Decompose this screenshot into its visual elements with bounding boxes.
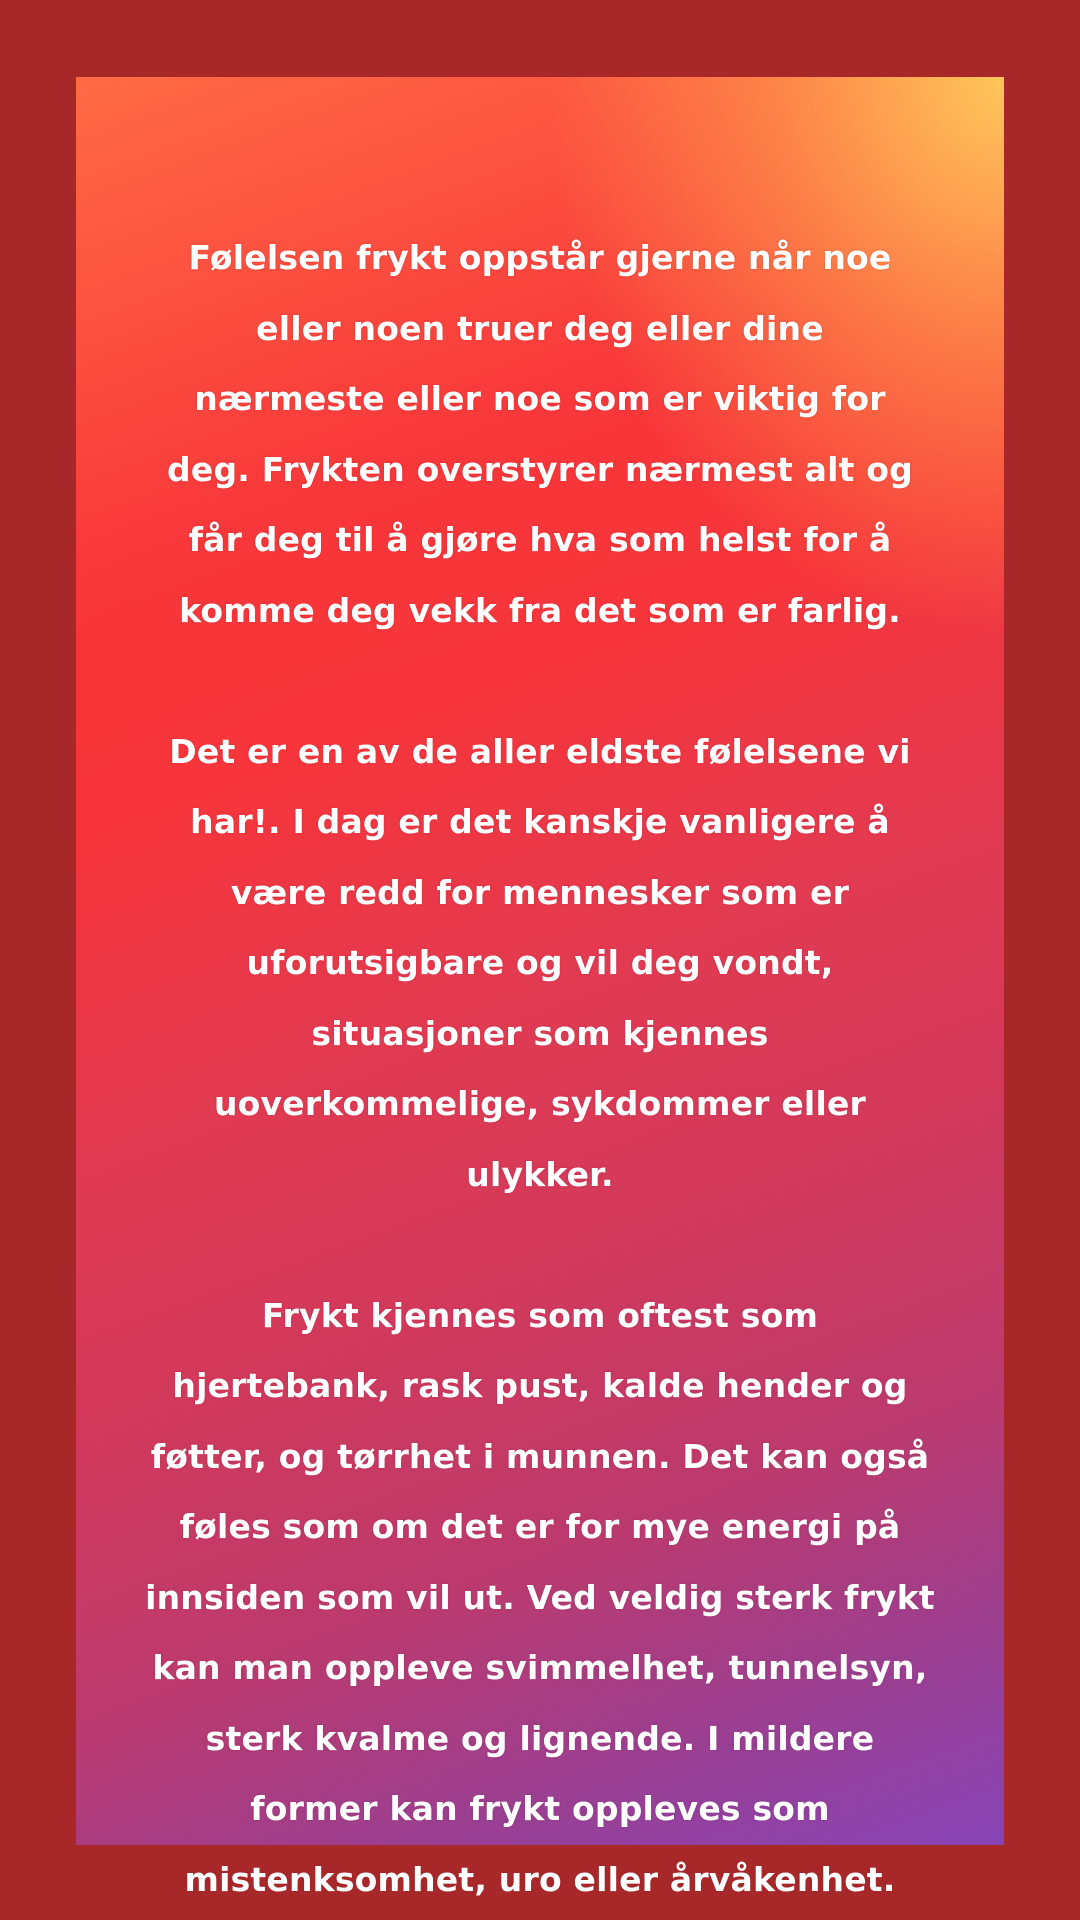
- paragraph-1-line-1: Følelsen frykt oppstår gjerne når noe: [188, 238, 892, 277]
- paragraph-spacer: [104, 1210, 976, 1281]
- paragraph-3-line-2: hjertebank, rask pust, kalde hender og: [172, 1366, 908, 1405]
- paragraph-3-line-9: mistenksomhet, uro eller årvåkenhet.: [184, 1859, 896, 1899]
- paragraph-3-line-1: Frykt kjennes som oftest som: [261, 1295, 819, 1335]
- paragraph-2-line-4: uforutsigbare og vil deg vondt,: [246, 943, 834, 982]
- paragraph-3-line-6: kan man oppleve svimmelhet, tunnelsyn,: [152, 1648, 928, 1687]
- paragraph-2-line-5: situasjoner som kjennes: [311, 1013, 769, 1053]
- paragraph-3-line-7: sterk kvalme og lignende. I mildere: [205, 1718, 875, 1758]
- paragraph-2-line-6: uoverkommelige, sykdommer eller: [213, 1084, 867, 1123]
- paragraph-1-line-6: komme deg vekk fra det som er farlig.: [179, 590, 901, 630]
- paragraph-3-line-3: føtter, og tørrhet i munnen. Det kan også: [150, 1436, 930, 1476]
- paragraph-2-line-1: Det er en av de aller eldste følelsene vi: [169, 731, 911, 771]
- paragraph-1-line-3: nærmeste eller noe som er viktig for: [194, 379, 886, 418]
- paragraph-1-line-5: får deg til å gjøre hva som helst for å: [188, 520, 892, 559]
- gradient-card: [76, 77, 1004, 1899]
- paragraph-1-line-4: deg. Frykten overstyrer nærmest alt og: [167, 449, 913, 489]
- paragraph-2-line-3: være redd for mennesker som er: [230, 872, 850, 912]
- paragraph-1-line-2: eller noen truer deg eller dine: [256, 308, 824, 348]
- paragraph-3-line-8: former kan frykt oppleves som: [250, 1789, 830, 1828]
- paragraph-spacer: [104, 646, 976, 717]
- paragraph-3-line-4: føles som om det er for mye energi på: [179, 1507, 901, 1546]
- paragraph-3-line-5: innsiden som vil ut. Ved veldig sterk frykt: [145, 1577, 935, 1617]
- paragraph-2-line-7: ulykker.: [466, 1154, 614, 1194]
- body-text: [76, 223, 1004, 1915]
- paragraph-2-line-2: har!. I dag er det kanskje vanligere å: [190, 802, 890, 841]
